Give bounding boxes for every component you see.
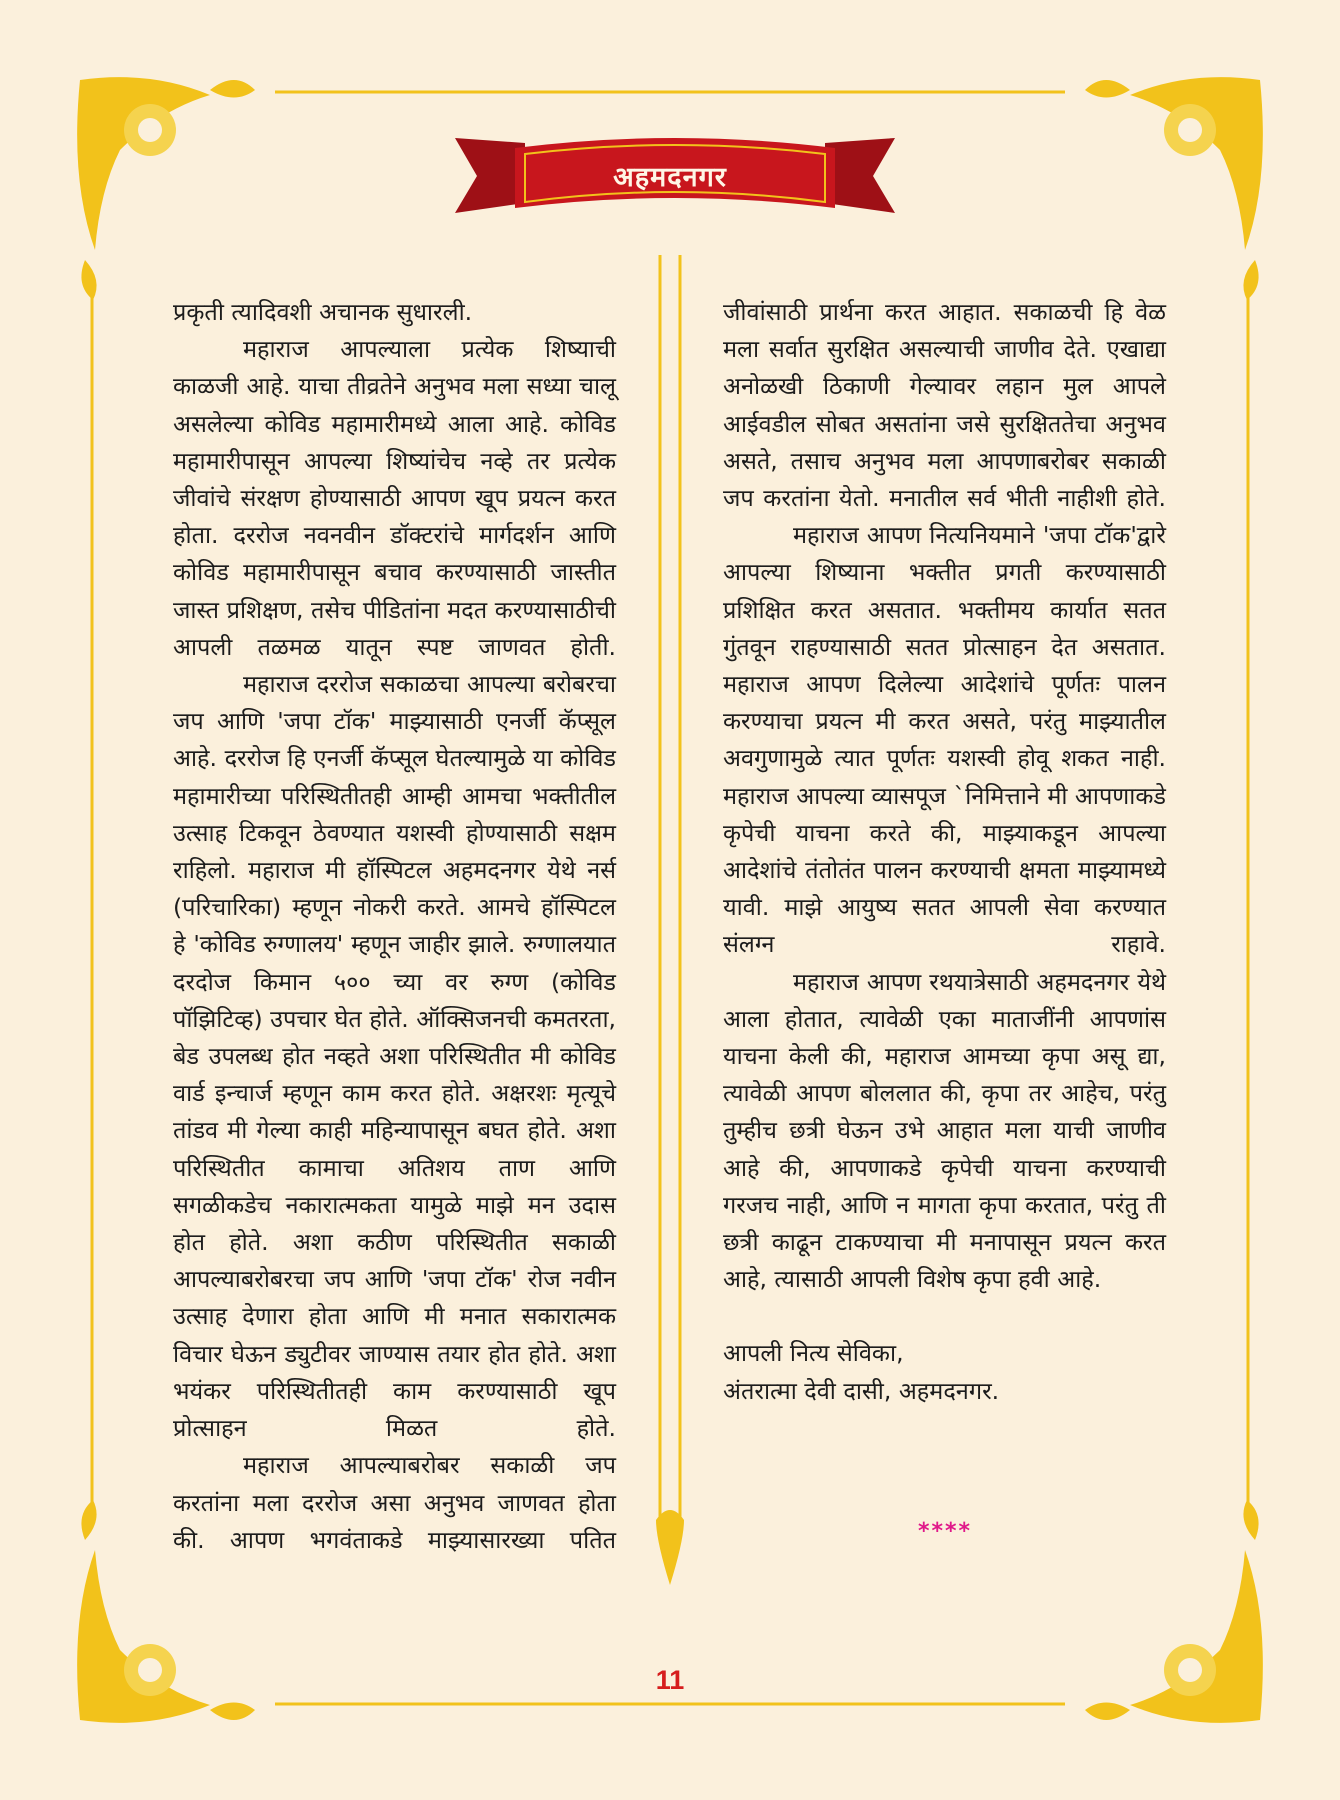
page-title: अहमदनगर [613, 162, 727, 193]
paragraph: प्रकृती त्यादिवशी अचानक सुधारली. [173, 298, 473, 326]
right-column [723, 294, 1166, 1410]
ornament-stars: **** [917, 1519, 973, 1544]
page-number: 11 [655, 1665, 685, 1695]
corner-ornament-icon [77, 77, 255, 300]
signature-line: अंतरात्मा देवी दासी, अहमदनगर. [723, 1376, 1000, 1405]
divider-drop-icon [656, 1510, 684, 1585]
left-column [173, 294, 616, 1559]
signature-line: आपली नित्य सेविका, [723, 1339, 904, 1368]
signature [723, 1335, 1166, 1409]
paragraph: महाराज आपल्याबरोबर सकाळी जप करतांना मला दररोज असा अनुभव जाणवत होता की. आपण भगवंताकडे माझ्यासारख्या पतित [173, 1451, 616, 1554]
paragraph: महाराज आपल्याला प्रत्येक शिष्याची काळजी आहे. याचा तीव्रतेने अनुभव मला सध्या चालू असलेल्या कोविड महामारीमध्ये आला आहे. कोविड महामारीपासून आपल्या शिष्यांचेच नव्हे तर प्रत्येक जीवांचे संरक्षण होण्यासाठी आपण खूप प्रयत्न करत होता. दररोज नवनवीन डॉक्टरांचे मार्गदर्शन आणि कोविड महामारीपासून बचाव करण्यासाठी जास्तीत जास्त प्रशिक्षण, तसेच पीडितांना मदत करण्यासाठीची आपली तळमळ यातून स्पष्ट जाणवत होती. [173, 335, 616, 661]
paragraph: महाराज आपण नित्यनियमाने 'जपा टॉक'द्वारे आपल्या शिष्याना भक्तीत प्रगती करण्यासाठी प्रशिक्षित करत असतात. भक्तीमय कार्यात सतत गुंतवून राहण्यासाठी सतत प्रोत्साहन देत असतात. महाराज आपण दिलेल्या आदेशांचे पूर्णतः पालन करण्याचा प्रयत्न मी करत असते, परंतु माझ्यातील अवगुणामुळे त्यात पूर्णतः यशस्वी होवू शकत नाही. महाराज आपल्या व्यासपूज `निमित्ताने मी आपणाकडे कृपेची याचना करते की, माझ्याकडून आपल्या आदेशांचे तंतोतंत पालन करण्याची क्षमता माझ्यामध्ये यावी. माझे आयुष्य सतत आपली सेवा करण्यात संलग्न राहावे. [723, 521, 1166, 959]
paragraph: जीवांसाठी प्रार्थना करत आहात. सकाळची हि वेळ मला सर्वात सुरक्षित असल्याची जाणीव देते. एखाद्या अनोळखी ठिकाणी गेल्यावर लहान मुल आपले आईवडील सोबत असतांना जसे सुरक्षिततेचा अनुभव असते, तसाच अनुभव मला आपणाबरोबर सकाळी जप करतांना येतो. मनातील सर्व भीती नाहीशी होते. [723, 298, 1166, 513]
paragraph: महाराज दररोज सकाळचा आपल्या बरोबरचा जप आणि 'जपा टॉक' माझ्यासाठी एनर्जी कॅप्सूल आहे. दररोज हि एनर्जी कॅप्सूल घेतल्यामुळे या कोविड महामारीच्या परिस्थितीतही आम्ही आमचा भक्तीतील उत्साह टिकवून ठेवण्यात यशस्वी होण्यासाठी सक्षम राहिलो. महाराज मी हॉस्पिटल अहमदनगर येथे नर्स (परिचारिका) म्हणून नोकरी करते. आमचे हॉस्पिटल हे 'कोविड रुग्णालय' म्हणून जाहीर झाले. रुग्णालयात दरदोज किमान ५०० च्या वर रुग्ण (कोविड पॉझिटिव्ह) उपचार घेत होते. ऑक्सिजनची कमतरता, बेड उपलब्ध होत नव्हते अशा परिस्थितीत मी कोविड वार्ड इन्चार्ज म्हणून काम करत होते. अक्षरशः मृत्यूचे तांडव मी गेल्या काही महिन्यापासून बघत होते. अशा परिस्थितीत कामाचा अतिशय ताण आणि सगळीकडेच नकारात्मकता यामुळे माझे मन उदास होत होते. अशा कठीण परिस्थितीत सकाळी आपल्याबरोबरचा जप आणि 'जपा टॉक' रोज नवीन उत्साह देणारा होता आणि मी मनात सकारात्मक विचार घेऊन ड्युटीवर जाण्यास तयार होत होते. अशा भयंकर परिस्थितीतही काम करण्यासाठी खूप प्रोत्साहन मिळत होते. [173, 670, 616, 1443]
paragraph: महाराज आपण रथयात्रेसाठी अहमदनगर येथे आला होतात, त्यावेळी एका माताजींनी आपणांस याचना केली की, महाराज आमच्या कृपा असू द्या, त्यावेळी आपण बोललात की, कृपा तर आहेच, परंतु तुम्हीच छत्री घेऊन उभे आहात मला याची जाणीव आहे की, आपणाकडे कृपेची याचना करण्याची गरजच नाही, आणि न मागता कृपा करतात, परंतु ती छत्री काढून टाकण्याचा मी मनापासून प्रयत्न करत आहे, त्यासाठी आपली विशेष कृपा हवी आहे. [723, 967, 1166, 1294]
